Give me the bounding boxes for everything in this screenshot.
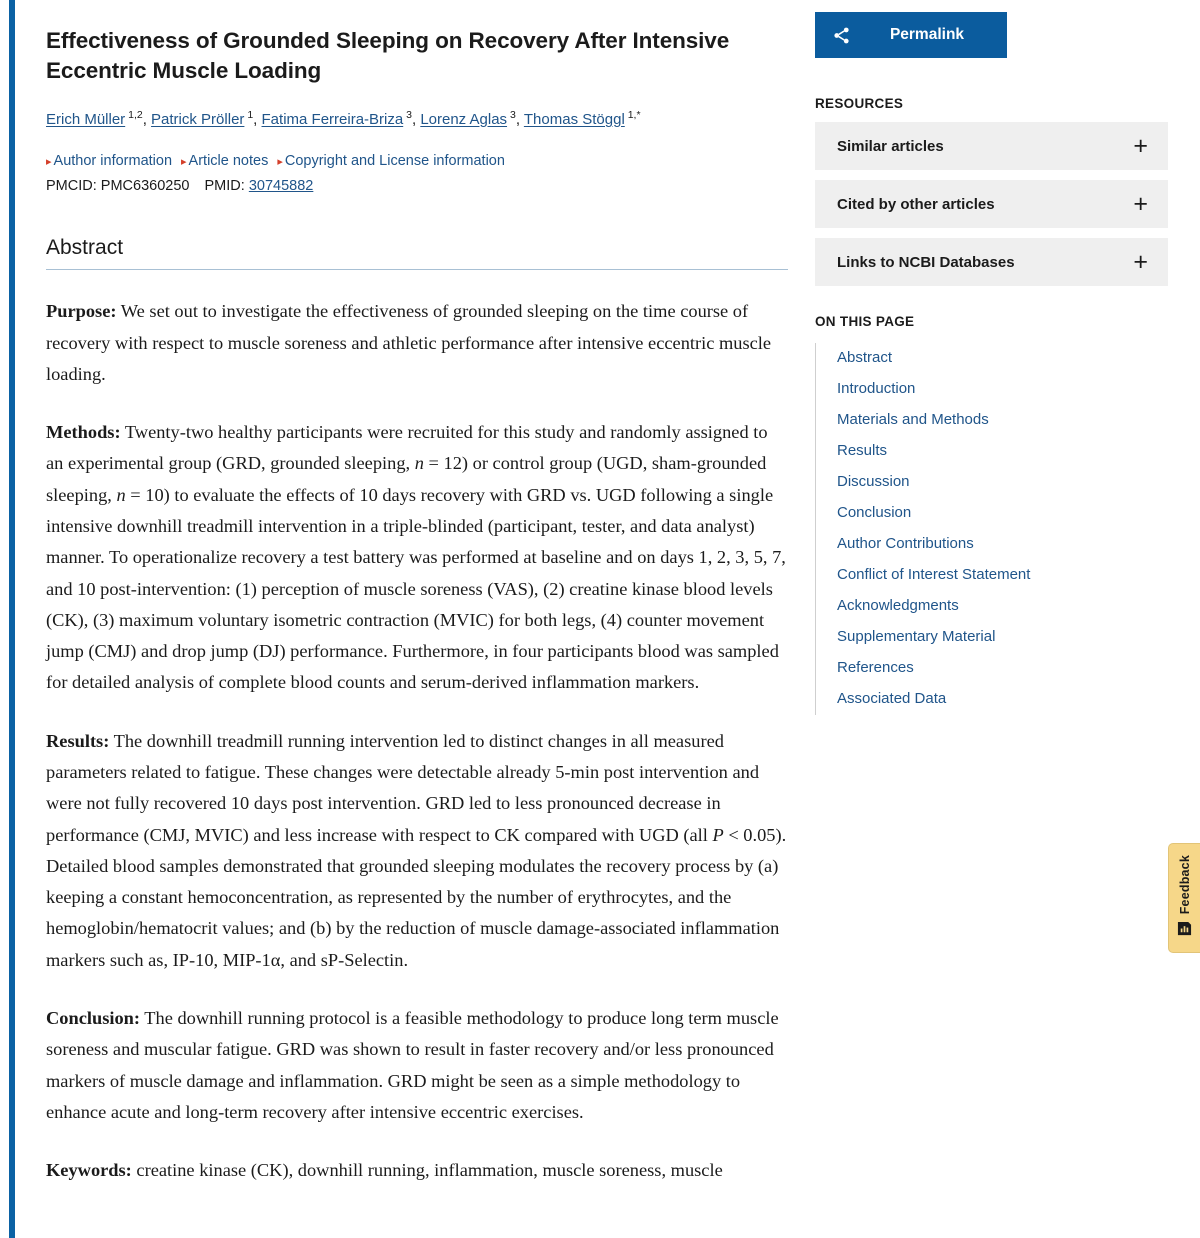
- author-link[interactable]: Erich Müller: [46, 110, 126, 128]
- meta-link[interactable]: ▸ Copyright and License information: [277, 153, 505, 170]
- accordion-item-label: Cited by other articles: [837, 195, 995, 213]
- pmid-link[interactable]: 30745882: [248, 178, 314, 195]
- survey-icon: [1177, 921, 1192, 941]
- toc-item-introduction[interactable]: Introduction: [837, 380, 916, 397]
- abstract-section-label: Purpose:: [46, 301, 117, 322]
- toc-item-materials-and-methods[interactable]: Materials and Methods: [837, 411, 989, 428]
- pmcid-value: PMC6360250: [100, 178, 190, 195]
- caret-right-icon: ▸: [277, 156, 283, 169]
- feedback-tab[interactable]: [1168, 843, 1200, 953]
- pmid-label: PMID:: [204, 178, 245, 195]
- toc-item-discussion[interactable]: Discussion: [837, 473, 910, 490]
- accordion-item[interactable]: [815, 238, 1168, 286]
- author-affiliation: 1,2: [125, 108, 143, 121]
- toc-item-associated-data[interactable]: Associated Data: [837, 690, 947, 707]
- italic-term: n: [116, 484, 126, 505]
- abstract-paragraph: Results: The downhill treadmill running intervention led to distinct changes in all measured parameters related to fatigue. These changes were detectable already 5-min post intervention and were not fully recovered 10 days post intervention. GRD led to less pronounced decrease in performance (CMJ, MVIC) and less increase with respect to CK compared with UGD (all P < 0.05). Detailed blood samples demonstrated that grounded sleeping modulates the recovery process by (a) keeping a constant hemoconcentration, as represented by the number of erythrocytes, and the hemoglobin/hematocrit values; and (b) by the reduction of muscle damage-associated inflammation markers such as, IP-10, MIP-1α, and sP-Selectin.: [46, 730, 787, 970]
- toc-item-supplementary-material[interactable]: Supplementary Material: [837, 628, 996, 645]
- italic-term: P: [712, 824, 724, 845]
- permalink-label: Permalink: [889, 26, 965, 43]
- abstract-section-label: Conclusion:: [46, 1007, 141, 1028]
- plus-icon[interactable]: +: [1133, 247, 1148, 276]
- author-link[interactable]: Patrick Pröller: [151, 110, 245, 128]
- resources-accordion: [815, 122, 1170, 286]
- page-title: Effectiveness of Grounded Sleeping on Recovery After Intensive Eccentric Muscle Loading: [46, 28, 730, 83]
- caret-right-icon: ▸: [181, 156, 187, 169]
- abstract-section-label: Results:: [46, 730, 110, 751]
- feedback-label: Feedback: [1177, 854, 1192, 915]
- accordion-item-label: Links to NCBI Databases: [837, 253, 1015, 271]
- abstract-section-label: Keywords:: [46, 1160, 132, 1181]
- article-identifiers: [46, 178, 788, 194]
- abstract-paragraph: Purpose: We set out to investigate the effectiveness of grounded sleeping on the time course of recovery with respect to muscle soreness and athletic performance after intensive eccentric muscle loading.: [46, 301, 772, 384]
- author-list: Erich Müller $^{1,2}$, Patrick Pröller $^1$, Fatima Ferreira-Briza $^3$, Lorenz Aglas $^3$, Thomas Stöggl $^{1,*}$: [46, 108, 641, 128]
- left-accent-rail: [9, 0, 15, 1238]
- caret-right-icon: ▸: [46, 156, 52, 169]
- author-link[interactable]: Fatima Ferreira-Briza: [261, 110, 404, 128]
- meta-link[interactable]: ▸ Article notes: [181, 153, 269, 170]
- author-affiliation: 1: [244, 108, 254, 121]
- abstract-paragraph: Keywords: creatine kinase (CK), downhill running, inflammation, muscle soreness, muscle: [46, 1160, 723, 1181]
- accordion-item[interactable]: [815, 180, 1168, 228]
- toc-item-abstract[interactable]: Abstract: [837, 349, 893, 366]
- abstract-paragraph: Conclusion: The downhill running protocol is a feasible methodology to produce long term muscle soreness and muscular fatigue. GRD was shown to result in faster recovery and/or less pronounced markers of muscle damage and inflammation. GRD might be seen as a simple methodology to enhance acute and long-term recovery after intensive eccentric exercises.: [46, 1007, 779, 1122]
- accordion-item[interactable]: [815, 122, 1168, 170]
- accordion-item-label: Similar articles: [837, 137, 944, 155]
- sidebar: [815, 0, 1170, 715]
- pmcid-label: PMCID:: [46, 178, 97, 195]
- abstract-paragraph: Methods: Twenty-two healthy participants were recruited for this study and randomly assigned to an experimental group (GRD, grounded sleeping, n = 12) or control group (UGD, sham-grounded sleeping, n = 10) to evaluate the effects of 10 days recovery with GRD vs. UGD following a single intensive downhill treadmill intervention in a triple-blinded (participant, tester, and data analyst) manner. To operationalize recovery a test battery was performed at baseline and on days 1, 2, 3, 5, 7, and 10 post-intervention: (1) perception of muscle soreness (VAS), (2) creatine kinase blood levels (CK), (3) maximum voluntary isometric contraction (MVIC) for both legs, (4) counter movement jump (CMJ) and drop jump (DJ) performance. Furthermore, in four participants blood was sampled for detailed analysis of complete blood counts and serum-derived inflammation markers.: [46, 422, 786, 693]
- toc-item-author-contributions[interactable]: Author Contributions: [837, 535, 974, 552]
- author-affiliation: 1,*: [624, 108, 641, 121]
- toc-item-conclusion[interactable]: Conclusion: [837, 504, 912, 521]
- resources-heading: RESOURCES: [815, 96, 904, 111]
- author-affiliation: 3: [507, 108, 516, 121]
- italic-term: n: [414, 453, 424, 474]
- on-this-page-heading: ON THIS PAGE: [815, 314, 915, 329]
- abstract-heading: Abstract: [46, 236, 788, 270]
- permalink-button[interactable]: [815, 12, 1007, 58]
- share-icon: [821, 26, 861, 45]
- author-affiliation: 3: [403, 108, 412, 121]
- abstract-section-label: Methods:: [46, 422, 121, 443]
- plus-icon[interactable]: +: [1133, 131, 1148, 160]
- abstract-body: [46, 296, 788, 1186]
- toc-item-conflict-of-interest-statement[interactable]: Conflict of Interest Statement: [837, 566, 1031, 583]
- table-of-contents: [815, 343, 1170, 715]
- toc-item-references[interactable]: References: [837, 659, 914, 676]
- article-column: [46, 0, 788, 1213]
- author-link[interactable]: Lorenz Aglas: [420, 110, 508, 128]
- article-meta-links: [46, 153, 788, 169]
- meta-link[interactable]: ▸ Author information: [46, 153, 173, 170]
- toc-item-acknowledgments[interactable]: Acknowledgments: [837, 597, 959, 614]
- author-link[interactable]: Thomas Stöggl: [523, 110, 625, 128]
- plus-icon[interactable]: +: [1133, 189, 1148, 218]
- toc-item-results[interactable]: Results: [837, 442, 888, 459]
